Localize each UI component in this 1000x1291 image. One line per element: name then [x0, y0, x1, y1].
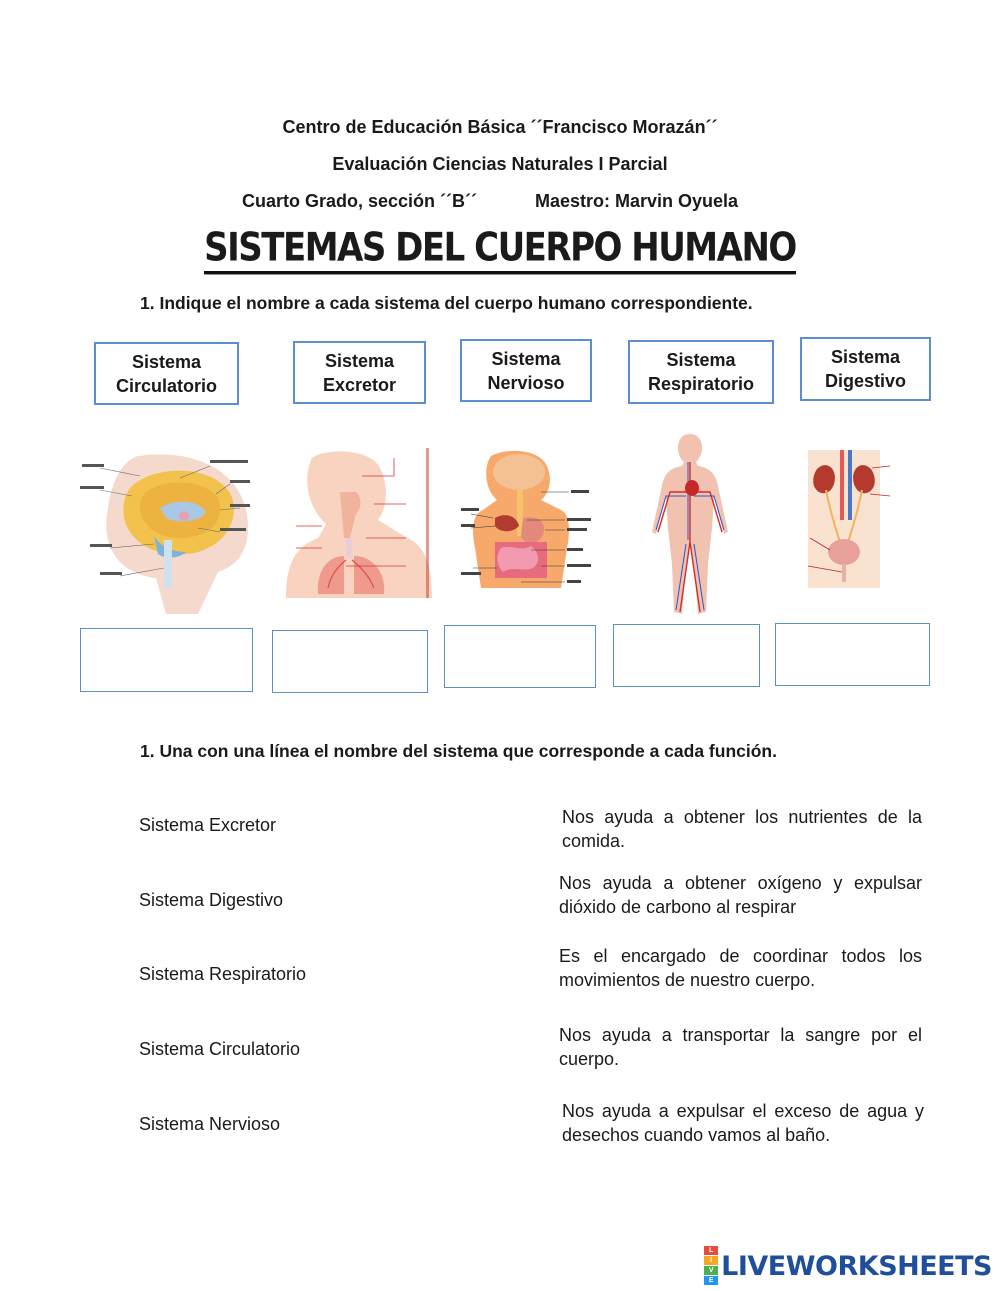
school-name: Centro de Educación Básica ´´Francisco Morazán´´	[282, 117, 718, 137]
label-sistema-circulatorio[interactable]: Sistema Circulatorio	[94, 342, 239, 405]
evaluation-title: Evaluación Ciencias Naturales I Parcial	[332, 154, 668, 174]
answer-box-2[interactable]	[272, 630, 428, 693]
function-item-1[interactable]: Nos ayuda a obtener los nutrientes de la comida.	[562, 807, 922, 851]
teacher-name: Maestro: Marvin Oyuela	[535, 191, 739, 211]
page-title: SISTEMAS DEL CUERPO HUMANO	[0, 225, 1000, 271]
circulatory-diagram	[636, 432, 744, 618]
instruction-2: 1. Una con una línea el nombre del sistema que corresponde a cada función.	[140, 741, 777, 761]
answer-box-1[interactable]	[80, 628, 253, 692]
function-item-3[interactable]: Es el encargado de coordinar todos los movimientos de nuestro cuerpo.	[559, 946, 922, 990]
system-item-digestivo[interactable]: Sistema Digestivo	[139, 890, 284, 910]
digestive-diagram	[461, 448, 595, 594]
answer-box-5[interactable]	[775, 623, 930, 686]
live-badge-icon: L I V E	[704, 1246, 718, 1286]
function-item-4[interactable]: Nos ayuda a transportar la sangre por el cuerpo.	[559, 1025, 922, 1069]
system-item-nervioso[interactable]: Sistema Nervioso	[139, 1114, 281, 1134]
label-sistema-excretor[interactable]: Sistema Excretor	[293, 341, 426, 404]
function-item-5[interactable]: Nos ayuda a expulsar el exceso de agua y desechos cuando vamos al baño.	[562, 1101, 924, 1145]
instruction-1: 1. Indique el nombre a cada sistema del cuerpo humano correspondiente.	[140, 293, 753, 313]
liveworksheets-logo	[704, 1246, 992, 1286]
label-sistema-respiratorio[interactable]: Sistema Respiratorio	[628, 340, 774, 404]
label-sistema-digestivo[interactable]: Sistema Digestivo	[800, 337, 931, 401]
answer-box-4[interactable]	[613, 624, 760, 687]
function-item-2[interactable]: Nos ayuda a obtener oxígeno y expulsar dióxido de carbono al respirar	[559, 873, 922, 917]
brain-diagram	[80, 448, 252, 614]
urinary-diagram	[780, 450, 930, 588]
system-item-circulatorio[interactable]: Sistema Circulatorio	[139, 1039, 301, 1059]
respiratory-diagram	[286, 448, 432, 598]
grade-section: Cuarto Grado, sección ´´B´´	[242, 191, 478, 211]
answer-box-3[interactable]	[444, 625, 596, 688]
brand-text: LIVEWORKSHEETS	[721, 1250, 992, 1282]
system-item-respiratorio[interactable]: Sistema Respiratorio	[139, 964, 307, 984]
system-item-excretor[interactable]: Sistema Excretor	[139, 815, 277, 835]
label-sistema-nervioso[interactable]: Sistema Nervioso	[460, 339, 592, 402]
